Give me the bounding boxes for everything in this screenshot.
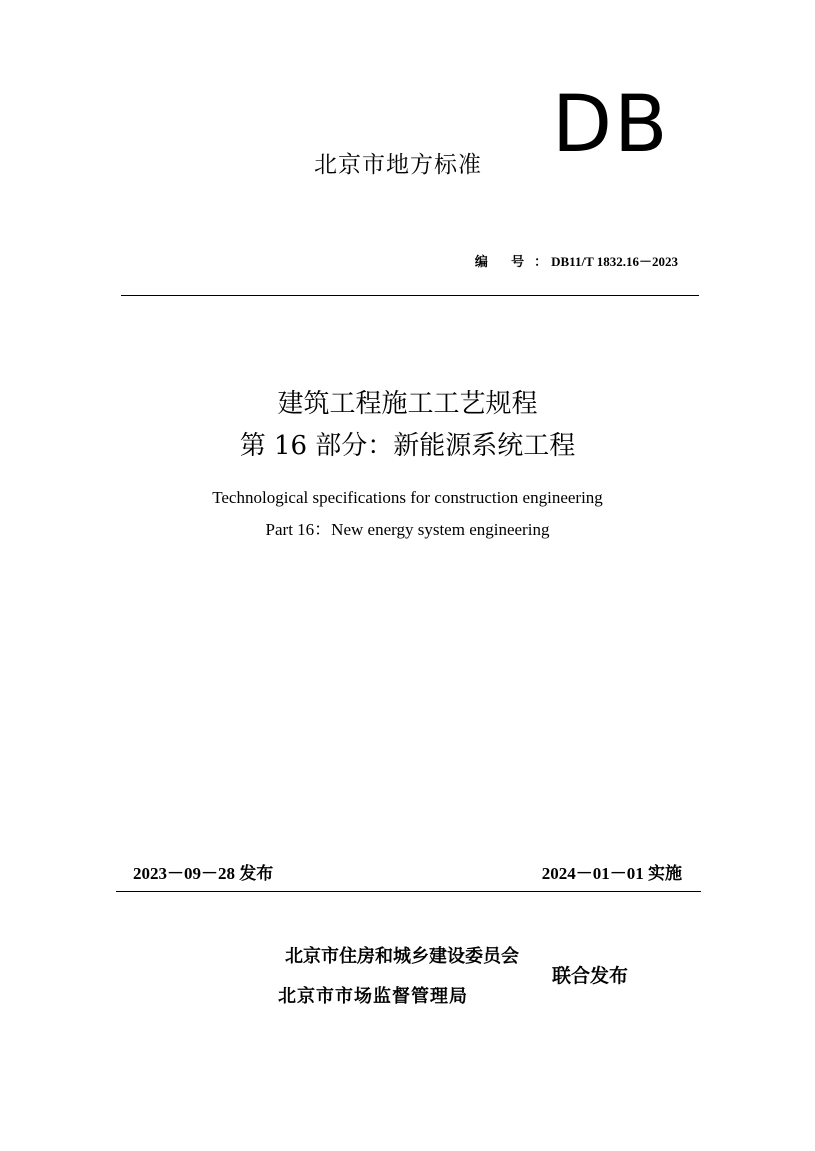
standard-number-label: 编 号： <box>474 254 558 269</box>
joint-publish-label: 联合发布 <box>552 965 629 987</box>
standard-number <box>475 251 678 270</box>
publisher-org-1: 北京市住房和城乡建设委员会 <box>285 946 519 967</box>
title-zh-line-1: 建筑工程施工工艺规程 <box>277 389 538 419</box>
implementation-date: 2024－01－01 实施 <box>541 864 682 883</box>
standard-number-value: DB11/T 1832.16－2023 <box>551 254 678 269</box>
title-en-line-1: Technological specifications for construction engineering <box>212 488 603 507</box>
issue-date: 2023－09－28 发布 <box>133 864 274 883</box>
title-zh-line-2: 第 16 部分：新能源系统工程 <box>239 431 576 461</box>
standard-type-label: 北京市地方标准 <box>314 152 482 178</box>
publisher-org-2: 北京市市场监督管理局 <box>278 986 468 1007</box>
title-en-line-2: Part 16：New energy system engineering <box>265 520 550 539</box>
top-divider <box>121 295 699 296</box>
db-mark: DB <box>552 80 670 170</box>
bottom-divider <box>116 891 701 892</box>
